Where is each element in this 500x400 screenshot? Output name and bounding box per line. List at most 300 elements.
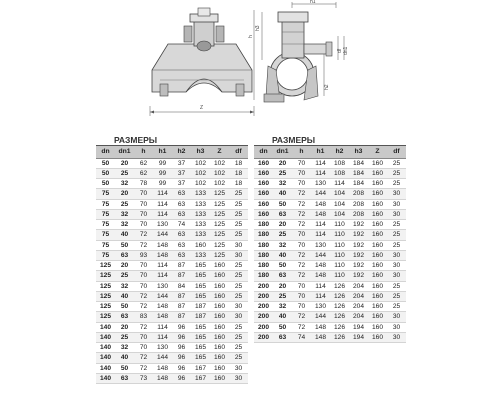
column-header-h2: h2 — [330, 146, 349, 158]
dimensions-table-left — [96, 134, 248, 384]
table-cell-h3: 133 — [191, 230, 210, 240]
table-cell-h1: 114 — [311, 281, 330, 291]
table-cell-Z: 102 — [210, 179, 229, 189]
table-cell-dn: 125 — [96, 302, 115, 312]
column-header-dn1: dn1 — [273, 146, 292, 158]
table-cell-df: 30 — [387, 271, 406, 281]
table-cell-df: 25 — [387, 291, 406, 301]
table-cell-Z: 102 — [210, 158, 229, 168]
table-cell-h3: 133 — [191, 199, 210, 209]
table-cell-dn: 125 — [96, 291, 115, 301]
table-cell-Z: 160 — [368, 179, 387, 189]
table-cell-df: 30 — [229, 312, 248, 322]
table-cell-h2: 126 — [330, 291, 349, 301]
column-header-h2: h2 — [172, 146, 191, 158]
table-cell-h1: 114 — [153, 199, 172, 209]
table-cell-dn1: 32 — [115, 281, 134, 291]
table-cell-h2: 37 — [172, 158, 191, 168]
table-row — [96, 353, 248, 363]
table-cell-h: 70 — [134, 220, 153, 230]
table-cell-df: 25 — [387, 240, 406, 250]
table-cell-h2: 37 — [172, 179, 191, 189]
table-cell-dn: 50 — [96, 168, 115, 178]
table-row — [254, 179, 406, 189]
table-cell-Z: 160 — [210, 363, 229, 373]
table-cell-dn1: 40 — [115, 291, 134, 301]
table-cell-Z: 160 — [368, 291, 387, 301]
table-cell-dn: 160 — [254, 158, 273, 168]
dimensions-table — [96, 146, 248, 384]
table-cell-df: 30 — [229, 302, 248, 312]
column-header-h1: h1 — [153, 146, 172, 158]
table-cell-df: 25 — [387, 281, 406, 291]
table-cell-df: 25 — [229, 281, 248, 291]
column-header-h: h — [134, 146, 153, 158]
table-cell-h2: 110 — [330, 230, 349, 240]
table-row — [96, 281, 248, 291]
column-header-h3: h3 — [191, 146, 210, 158]
table-cell-h1: 148 — [153, 363, 172, 373]
table-row — [254, 189, 406, 199]
dimensions-table — [254, 146, 406, 343]
table-cell-h3: 165 — [191, 353, 210, 363]
table-cell-h2: 63 — [172, 209, 191, 219]
table-cell-h2: 110 — [330, 240, 349, 250]
table-cell-dn: 180 — [254, 250, 273, 260]
table-row — [254, 230, 406, 240]
table-title: РАЗМЕРЫ — [254, 134, 406, 146]
table-cell-h2: 126 — [330, 312, 349, 322]
table-cell-dn: 140 — [96, 353, 115, 363]
table-cell-dn: 125 — [96, 261, 115, 271]
table-cell-dn1: 32 — [115, 209, 134, 219]
table-cell-h1: 114 — [311, 291, 330, 301]
table-cell-dn: 160 — [254, 209, 273, 219]
table-body — [254, 158, 406, 343]
table-cell-df: 30 — [229, 250, 248, 260]
table-row — [254, 302, 406, 312]
table-row — [96, 199, 248, 209]
table-cell-h: 70 — [292, 291, 311, 301]
table-cell-dn1: 32 — [115, 343, 134, 353]
table-cell-h2: 96 — [172, 353, 191, 363]
table-cell-h: 72 — [292, 271, 311, 281]
table-cell-h1: 99 — [153, 168, 172, 178]
front-view-drawing — [150, 8, 254, 116]
table-row — [254, 291, 406, 301]
table-cell-h: 72 — [134, 291, 153, 301]
table-row — [254, 261, 406, 271]
table-cell-df: 25 — [387, 302, 406, 312]
table-cell-dn1: 40 — [273, 189, 292, 199]
table-cell-dn1: 20 — [273, 158, 292, 168]
table-cell-h2: 110 — [330, 271, 349, 281]
table-cell-dn: 75 — [96, 199, 115, 209]
table-cell-h3: 102 — [191, 179, 210, 189]
table-cell-h: 70 — [134, 261, 153, 271]
table-cell-h: 72 — [292, 261, 311, 271]
table-row — [96, 168, 248, 178]
table-cell-h2: 63 — [172, 199, 191, 209]
table-cell-dn: 200 — [254, 332, 273, 342]
table-cell-h1: 148 — [153, 250, 172, 260]
table-cell-df: 25 — [229, 189, 248, 199]
table-cell-Z: 160 — [210, 322, 229, 332]
table-cell-Z: 125 — [210, 250, 229, 260]
table-cell-h1: 148 — [153, 302, 172, 312]
table-cell-Z: 160 — [210, 291, 229, 301]
table-cell-dn: 200 — [254, 312, 273, 322]
table-cell-dn1: 50 — [115, 240, 134, 250]
table-cell-Z: 160 — [210, 332, 229, 342]
table-cell-df: 25 — [229, 353, 248, 363]
table-cell-Z: 160 — [368, 168, 387, 178]
table-cell-h3: 167 — [191, 373, 210, 383]
table-cell-h: 73 — [134, 373, 153, 383]
table-cell-h2: 110 — [330, 250, 349, 260]
table-cell-h: 70 — [292, 158, 311, 168]
table-title: РАЗМЕРЫ — [96, 134, 248, 146]
header-row — [96, 146, 248, 158]
table-cell-h: 72 — [292, 199, 311, 209]
table-cell-df: 25 — [229, 271, 248, 281]
table-cell-h2: 37 — [172, 168, 191, 178]
table-cell-h2: 96 — [172, 363, 191, 373]
table-cell-h2: 104 — [330, 209, 349, 219]
table-cell-dn1: 32 — [273, 302, 292, 312]
table-cell-h3: 102 — [191, 158, 210, 168]
table-cell-h1: 114 — [153, 261, 172, 271]
table-cell-h2: 114 — [330, 179, 349, 189]
table-cell-h3: 192 — [349, 250, 368, 260]
table-cell-h3: 165 — [191, 271, 210, 281]
column-header-dn: dn — [96, 146, 115, 158]
table-cell-h: 70 — [292, 281, 311, 291]
table-cell-Z: 125 — [210, 189, 229, 199]
table-cell-h: 72 — [292, 209, 311, 219]
table-cell-h3: 184 — [349, 158, 368, 168]
table-cell-h2: 96 — [172, 332, 191, 342]
table-cell-h: 70 — [134, 271, 153, 281]
table-cell-h: 70 — [292, 230, 311, 240]
table-cell-h: 72 — [292, 312, 311, 322]
column-header-Z: Z — [210, 146, 229, 158]
table-cell-Z: 160 — [368, 240, 387, 250]
table-cell-h2: 84 — [172, 281, 191, 291]
dim-label-dn1: dn1 — [343, 46, 349, 55]
table-row — [254, 168, 406, 178]
column-header-h1: h1 — [311, 146, 330, 158]
table-cell-h1: 114 — [311, 220, 330, 230]
table-cell-dn: 125 — [96, 312, 115, 322]
table-cell-dn: 160 — [254, 179, 273, 189]
table-cell-h: 72 — [292, 322, 311, 332]
table-cell-h: 72 — [134, 322, 153, 332]
table-cell-dn: 200 — [254, 291, 273, 301]
table-cell-dn: 75 — [96, 240, 115, 250]
table-cell-df: 25 — [387, 230, 406, 240]
table-cell-df: 25 — [229, 322, 248, 332]
table-cell-df: 25 — [387, 179, 406, 189]
table-cell-dn: 200 — [254, 322, 273, 332]
table-cell-dn1: 63 — [273, 332, 292, 342]
table-cell-Z: 160 — [368, 250, 387, 260]
table-cell-h1: 144 — [311, 250, 330, 260]
table-cell-Z: 125 — [210, 209, 229, 219]
table-cell-df: 25 — [387, 158, 406, 168]
table-cell-df: 30 — [229, 363, 248, 373]
table-cell-df: 30 — [387, 189, 406, 199]
table-cell-h1: 148 — [311, 261, 330, 271]
table-cell-dn: 75 — [96, 250, 115, 260]
table-cell-h1: 144 — [153, 353, 172, 363]
table-cell-h3: 133 — [191, 250, 210, 260]
table-cell-h: 78 — [134, 179, 153, 189]
table-cell-Z: 160 — [368, 312, 387, 322]
column-header-df: df — [229, 146, 248, 158]
table-row — [254, 332, 406, 342]
table-cell-dn1: 40 — [273, 312, 292, 322]
table-row — [254, 312, 406, 322]
table-cell-df: 18 — [229, 168, 248, 178]
table-cell-h3: 160 — [191, 240, 210, 250]
table-cell-h3: 102 — [191, 168, 210, 178]
table-cell-Z: 160 — [368, 199, 387, 209]
table-cell-dn1: 63 — [273, 209, 292, 219]
table-cell-Z: 160 — [368, 209, 387, 219]
table-cell-h3: 194 — [349, 322, 368, 332]
table-cell-dn: 50 — [96, 179, 115, 189]
table-cell-df: 25 — [229, 199, 248, 209]
table-row — [254, 220, 406, 230]
table-cell-h: 72 — [292, 220, 311, 230]
table-cell-h1: 144 — [153, 291, 172, 301]
technical-drawings — [0, 0, 500, 130]
table-cell-dn1: 25 — [273, 168, 292, 178]
table-cell-h3: 208 — [349, 189, 368, 199]
header-row — [254, 146, 406, 158]
table-cell-Z: 160 — [368, 302, 387, 312]
table-cell-h1: 148 — [311, 209, 330, 219]
table-cell-h1: 114 — [153, 271, 172, 281]
table-cell-h1: 144 — [153, 230, 172, 240]
table-cell-h3: 165 — [191, 281, 210, 291]
table-cell-h1: 99 — [153, 158, 172, 168]
table-cell-dn1: 63 — [273, 271, 292, 281]
table-cell-df: 25 — [229, 220, 248, 230]
table-cell-h2: 126 — [330, 302, 349, 312]
table-cell-dn: 200 — [254, 302, 273, 312]
table-cell-h2: 74 — [172, 220, 191, 230]
table-cell-h2: 96 — [172, 322, 191, 332]
table-cell-h3: 165 — [191, 261, 210, 271]
table-cell-dn1: 20 — [115, 158, 134, 168]
table-cell-df: 18 — [229, 179, 248, 189]
table-cell-Z: 160 — [368, 271, 387, 281]
table-cell-h3: 192 — [349, 261, 368, 271]
table-cell-h: 70 — [292, 302, 311, 312]
table-cell-Z: 160 — [210, 343, 229, 353]
table-cell-h2: 104 — [330, 189, 349, 199]
table-cell-df: 30 — [387, 312, 406, 322]
table-cell-dn1: 25 — [273, 230, 292, 240]
table-cell-dn1: 50 — [273, 261, 292, 271]
table-cell-h2: 87 — [172, 261, 191, 271]
table-cell-h1: 148 — [311, 199, 330, 209]
table-cell-h1: 130 — [311, 179, 330, 189]
table-cell-dn1: 20 — [115, 189, 134, 199]
table-cell-dn: 140 — [96, 343, 115, 353]
table-row — [96, 271, 248, 281]
table-row — [96, 332, 248, 342]
table-cell-h: 93 — [134, 250, 153, 260]
table-cell-dn1: 32 — [273, 240, 292, 250]
table-cell-h3: 192 — [349, 220, 368, 230]
dim-label-h2: h2 — [324, 84, 330, 90]
table-cell-h1: 130 — [153, 220, 172, 230]
table-cell-Z: 160 — [368, 261, 387, 271]
table-cell-h1: 148 — [311, 271, 330, 281]
table-cell-Z: 125 — [210, 240, 229, 250]
table-cell-df: 30 — [387, 332, 406, 342]
dim-label-z: Z — [200, 105, 204, 111]
table-cell-dn: 75 — [96, 230, 115, 240]
table-cell-h3: 184 — [349, 168, 368, 178]
table-cell-Z: 125 — [210, 220, 229, 230]
table-cell-h1: 130 — [311, 302, 330, 312]
table-cell-h2: 63 — [172, 189, 191, 199]
table-cell-dn1: 32 — [273, 179, 292, 189]
table-cell-h2: 63 — [172, 240, 191, 250]
table-cell-dn: 180 — [254, 220, 273, 230]
table-cell-dn1: 50 — [273, 199, 292, 209]
table-cell-Z: 160 — [368, 220, 387, 230]
table-cell-h1: 148 — [153, 240, 172, 250]
table-row — [96, 373, 248, 383]
table-cell-h2: 108 — [330, 158, 349, 168]
table-cell-dn: 125 — [96, 271, 115, 281]
column-header-h3: h3 — [349, 146, 368, 158]
table-cell-h: 83 — [134, 312, 153, 322]
table-cell-h: 74 — [292, 332, 311, 342]
table-cell-h2: 87 — [172, 302, 191, 312]
table-cell-df: 25 — [229, 209, 248, 219]
table-cell-dn1: 25 — [115, 168, 134, 178]
table-cell-h3: 208 — [349, 199, 368, 209]
table-cell-dn1: 50 — [273, 322, 292, 332]
table-cell-h1: 114 — [153, 322, 172, 332]
table-cell-h3: 204 — [349, 302, 368, 312]
table-cell-h3: 187 — [191, 302, 210, 312]
table-cell-h2: 96 — [172, 343, 191, 353]
table-cell-Z: 160 — [368, 230, 387, 240]
table-cell-h1: 130 — [153, 281, 172, 291]
column-header-dn1: dn1 — [115, 146, 134, 158]
table-cell-h2: 63 — [172, 250, 191, 260]
dim-label-h3: h3 — [255, 25, 261, 31]
table-row — [96, 343, 248, 353]
table-cell-dn1: 25 — [115, 332, 134, 342]
table-cell-dn1: 63 — [115, 312, 134, 322]
table-cell-h3: 133 — [191, 189, 210, 199]
table-row — [96, 302, 248, 312]
table-cell-dn: 75 — [96, 220, 115, 230]
table-row — [96, 230, 248, 240]
table-cell-Z: 160 — [210, 373, 229, 383]
table-cell-Z: 160 — [210, 312, 229, 322]
table-cell-h: 72 — [292, 189, 311, 199]
table-row — [254, 271, 406, 281]
table-cell-dn1: 20 — [273, 220, 292, 230]
table-cell-dn: 180 — [254, 230, 273, 240]
table-cell-h: 70 — [134, 281, 153, 291]
table-cell-dn1: 50 — [115, 363, 134, 373]
side-view-drawing — [248, 0, 349, 102]
table-cell-df: 30 — [387, 322, 406, 332]
table-row — [254, 199, 406, 209]
table-cell-h: 72 — [292, 250, 311, 260]
table-cell-h1: 114 — [311, 168, 330, 178]
table-cell-dn: 50 — [96, 158, 115, 168]
table-cell-h1: 130 — [311, 240, 330, 250]
table-cell-dn: 160 — [254, 199, 273, 209]
table-cell-h3: 133 — [191, 209, 210, 219]
table-cell-Z: 125 — [210, 230, 229, 240]
table-cell-dn1: 63 — [115, 373, 134, 383]
table-cell-h3: 204 — [349, 291, 368, 301]
table-row — [96, 363, 248, 373]
table-cell-Z: 160 — [368, 322, 387, 332]
table-row — [96, 158, 248, 168]
table-row — [254, 158, 406, 168]
table-cell-df: 30 — [229, 373, 248, 383]
table-cell-h1: 144 — [311, 312, 330, 322]
table-cell-df: 25 — [229, 343, 248, 353]
table-cell-df: 30 — [229, 240, 248, 250]
table-cell-h2: 126 — [330, 332, 349, 342]
table-cell-df: 30 — [387, 209, 406, 219]
table-cell-h2: 126 — [330, 281, 349, 291]
table-cell-h1: 148 — [311, 322, 330, 332]
table-cell-dn: 140 — [96, 373, 115, 383]
table-row — [96, 220, 248, 230]
table-cell-h3: 208 — [349, 209, 368, 219]
table-cell-h3: 194 — [349, 332, 368, 342]
table-cell-h: 72 — [134, 302, 153, 312]
table-cell-df: 30 — [387, 250, 406, 260]
table-row — [96, 261, 248, 271]
table-cell-dn: 75 — [96, 209, 115, 219]
column-header-dn: dn — [254, 146, 273, 158]
table-cell-h3: 204 — [349, 281, 368, 291]
table-cell-Z: 125 — [210, 199, 229, 209]
table-cell-dn1: 20 — [115, 261, 134, 271]
table-cell-dn: 160 — [254, 189, 273, 199]
dim-label-h: h — [248, 35, 254, 38]
table-cell-h: 72 — [134, 363, 153, 373]
table-cell-dn1: 25 — [115, 271, 134, 281]
table-cell-df: 25 — [387, 220, 406, 230]
table-cell-df: 25 — [229, 332, 248, 342]
table-cell-h3: 165 — [191, 332, 210, 342]
table-cell-dn: 140 — [96, 322, 115, 332]
table-cell-h1: 114 — [311, 158, 330, 168]
table-cell-h3: 165 — [191, 291, 210, 301]
table-cell-h: 62 — [134, 158, 153, 168]
table-cell-dn: 180 — [254, 271, 273, 281]
table-cell-Z: 102 — [210, 168, 229, 178]
table-cell-h1: 114 — [153, 332, 172, 342]
